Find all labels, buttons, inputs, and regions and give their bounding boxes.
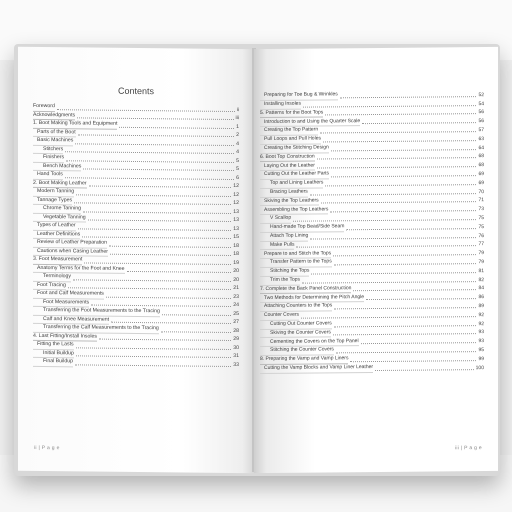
toc-entry-page: iii (235, 115, 239, 122)
toc-entry-title: Bracing Leathers (260, 189, 308, 198)
toc-entry-page: 84 (478, 285, 484, 292)
toc-entry-title: Finishers (33, 154, 64, 163)
toc-entry-title: Review of Leather Preparation (33, 239, 107, 248)
toc-entry-page: 81 (478, 267, 484, 274)
toc-entry-page: 12 (233, 200, 239, 207)
toc-leader-dots (78, 134, 234, 137)
toc-entry-title: Attaching Counters to the Tops (260, 303, 332, 312)
toc-entry-page: 12 (233, 183, 239, 190)
toc-entry-page: 23 (233, 293, 239, 300)
toc-entry-page: 12 (233, 191, 239, 198)
toc-entry-page: 21 (233, 285, 239, 292)
toc-entry-title: Transferring the Calf Measurements to the Tracing (33, 324, 159, 334)
toc-entry-title: Skiving the Counter Covers (260, 329, 331, 338)
toc-entry-page: 76 (478, 232, 484, 239)
toc-entry-page: ii (236, 106, 239, 113)
toc-leader-dots (317, 166, 477, 168)
toc-leader-dots (83, 168, 234, 171)
toc-entry-title: Pull Loops and Pull Holes (260, 136, 321, 145)
left-page (18, 47, 254, 473)
toc-entry-title: Creating the Top Pattern (260, 127, 318, 136)
toc-entry-page: 13 (233, 217, 239, 224)
toc-entry-page: 19 (233, 259, 239, 266)
toc-entry-page: 68 (478, 153, 484, 160)
toc-leader-dots (310, 237, 476, 239)
toc-entry-page: 79 (478, 258, 484, 266)
toc-leader-dots (88, 219, 232, 222)
toc-entry-page: 4 (236, 149, 239, 156)
toc-leader-dots (83, 211, 231, 214)
toc-entry-title: Attach Top Lining (260, 233, 308, 242)
toc-entry-page: 56 (478, 109, 484, 116)
toc-entry-title: Top and Lining Leathers (260, 180, 323, 189)
toc-entry-title: Modern Tanning (33, 188, 74, 197)
toc-entry-title: Two Methods for Determining the Pitch Angle (260, 294, 364, 303)
toc-entry-title: Skiving the Top Leathers (260, 197, 319, 206)
toc-entry-page: 31 (233, 353, 239, 360)
toc-leader-dots (334, 325, 477, 327)
toc-leader-dots (301, 316, 476, 319)
toc-leader-dots (317, 157, 477, 159)
toc-leader-dots (110, 254, 231, 256)
toc-entry-title: Hand Tools (33, 171, 63, 180)
toc-entry-page: 68 (478, 162, 484, 169)
toc-entry-title: Creating the Stitching Design (260, 144, 329, 153)
toc-entry-page: 20 (233, 268, 239, 275)
toc-entry-page: 93 (478, 338, 484, 345)
toc-entry-page: 93 (478, 329, 484, 336)
toc-entry-title: Transferring the Foot Measurements to the Tracing (33, 307, 160, 317)
toc-entry-page: 75 (478, 215, 484, 222)
toc-entry-page: 5 (236, 157, 239, 164)
toc-entry-title: Foot Measurements (33, 298, 89, 307)
toc-leader-dots (99, 339, 231, 341)
toc-leader-dots (76, 347, 232, 350)
toc-entry-title: Trim the Tops (260, 277, 300, 286)
toc-entry-title: Make Pulls (260, 242, 294, 251)
toc-leader-dots (321, 201, 477, 203)
toc-entry-title: Anatomy Terms for the Foot and Knee (33, 264, 125, 273)
toc-entry-title: Cautions when Casing Leather (33, 247, 108, 256)
toc-entry (260, 363, 484, 374)
toc-leader-dots (350, 360, 476, 362)
toc-entry-page: 13 (233, 225, 239, 232)
toc-entry-page: 20 (233, 276, 239, 283)
toc-leader-dots (320, 131, 476, 133)
toc-leader-dots (77, 117, 233, 120)
toc-entry-page: 27 (233, 319, 239, 326)
toc-leader-dots (74, 202, 231, 205)
toc-entry-title: Chrome Tanning (33, 205, 81, 214)
toc-entry-title: Fitting the Lasts (33, 341, 74, 350)
toc-leader-dots (302, 281, 476, 284)
toc-list-right (260, 90, 484, 373)
toc-entry-page: 70 (478, 188, 484, 195)
toc-entry-page: 18 (233, 251, 239, 258)
toc-entry-page: 33 (233, 361, 239, 368)
toc-entry-page: 57 (478, 127, 484, 134)
toc-entry-page: 15 (233, 234, 239, 241)
toc-leader-dots (76, 355, 231, 358)
toc-entry-title: Stitching the Tops (260, 268, 309, 277)
toc-leader-dots (106, 296, 231, 298)
toc-entry-page: 86 (478, 294, 484, 301)
toc-entry-title: Leather Definitions (33, 230, 80, 239)
toc-entry-title: Prepare to and Stitch the Tops (260, 250, 331, 259)
toc-entry-title: Foreword (33, 103, 55, 112)
toc-entry-page: 5 (236, 166, 239, 173)
toc-entry-page: 24 (233, 302, 239, 309)
toc-entry-title: Installing Insoles (260, 101, 301, 110)
toc-entry-title: 2. Boot Making Leather (33, 179, 87, 188)
right-page (254, 47, 498, 473)
toc-entry-page: 100 (475, 364, 484, 371)
toc-entry-title: 3. Foot Measurement (33, 256, 82, 265)
toc-entry-title: 1. Boot Making Tools and Equipment (33, 120, 117, 129)
toc-entry-title: Terminology (33, 273, 71, 282)
toc-leader-dots (333, 254, 476, 256)
toc-entry-title: Bench Machines (33, 162, 81, 171)
toc-entry-page: 64 (478, 144, 484, 151)
toc-leader-dots (323, 140, 476, 142)
toc-entry-page: 99 (478, 355, 484, 362)
toc-entry-page: 1 (236, 123, 239, 130)
toc-entry (33, 358, 239, 369)
toc-entry-title: 4. Last Fitting/Install Insoles (33, 332, 97, 341)
toc-leader-dots (127, 271, 232, 273)
toc-entry-page: 89 (478, 302, 484, 310)
toc-leader-dots (75, 364, 231, 367)
toc-leader-dots (336, 351, 477, 353)
toc-entry-title: 7. Complete the Back Panel Construction (260, 285, 351, 294)
toc-entry-page: 56 (478, 118, 484, 125)
toc-leader-dots (353, 289, 476, 291)
toc-entry-title: Cutting Out Counter Covers (260, 320, 332, 329)
toc-entry-page: 28 (233, 327, 239, 334)
toc-leader-dots (76, 194, 231, 197)
toc-entry-title: Basic Machines (33, 137, 73, 146)
toc-leader-dots (340, 96, 477, 98)
toc-entry-page: 25 (233, 310, 239, 317)
toc-entry-page: 92 (478, 320, 484, 327)
toc-leader-dots (78, 228, 232, 231)
toc-leader-dots (84, 262, 231, 265)
toc-leader-dots (89, 186, 232, 188)
toc-leader-dots (325, 184, 476, 186)
toc-entry-title: 5. Patterns for the Boot Tops (260, 109, 323, 118)
toc-entry-title: Introduction to and Using the Quarter Scale (260, 118, 360, 127)
toc-leader-dots (310, 193, 477, 195)
toc-entry-title: Tannage Types (33, 196, 72, 205)
toc-entry-page: 77 (478, 241, 484, 248)
toc-entry-title: V Scallop (260, 215, 291, 224)
toc-entry-page: 29 (233, 336, 239, 343)
toc-leader-dots (361, 342, 477, 344)
toc-entry-page: 6 (236, 174, 239, 181)
toc-entry-title: Foot Tracing (33, 281, 66, 290)
toc-entry-page: 92 (478, 311, 484, 318)
toc-leader-dots (111, 322, 231, 324)
toc-entry-title: Types of Leather (33, 222, 76, 231)
toc-entry-title: Counter Covers (260, 312, 299, 321)
toc-entry-page: 54 (478, 100, 484, 107)
toc-entry-title: Cementing the Covers on the Top Panel (260, 338, 359, 347)
toc-leader-dots (161, 331, 232, 333)
toc-entry-title: Final Buildup (33, 358, 73, 367)
toc-entry-title: Initial Buildup (33, 349, 74, 358)
toc-entry-title: Cutting Out the Leather Parts (260, 171, 329, 180)
contents-title: Contents (117, 85, 155, 97)
toc-leader-dots (366, 298, 476, 300)
toc-leader-dots (325, 114, 476, 116)
toc-entry-page: 95 (478, 346, 484, 354)
page-footer-right: iii | P a g e (454, 445, 482, 452)
toc-entry-title: 6. Boot Top Construction (260, 153, 315, 162)
toc-leader-dots (333, 333, 477, 335)
toc-entry-page: 71 (478, 197, 484, 204)
toc-leader-dots (296, 245, 476, 248)
toc-entry-title: Stitchers (33, 145, 63, 154)
toc-entry-title: Stitching the Counter Covers (260, 347, 334, 356)
toc-entry-title: Calf and Knee Measurement (33, 315, 109, 324)
toc-leader-dots (334, 307, 476, 309)
toc-leader-dots (162, 314, 231, 316)
toc-leader-dots (331, 149, 477, 151)
toc-entry-page: 82 (478, 276, 484, 283)
toc-leader-dots (119, 126, 234, 128)
toc-entry-title: Acknowledgments (33, 111, 75, 120)
toc-entry-title: Cutting the Vamp Blocks and Vamp Liner Leather (260, 364, 373, 373)
toc-leader-dots (346, 228, 476, 230)
toc-entry-page: 75 (478, 223, 484, 230)
toc-entry-page: 79 (478, 250, 484, 257)
toc-entry-page: 30 (233, 344, 239, 351)
toc-entry-title: Laying Out the Leather (260, 162, 315, 171)
toc-leader-dots (91, 305, 231, 307)
toc-leader-dots (311, 272, 476, 274)
toc-entry-page: 13 (233, 208, 239, 215)
toc-entry-title: Vegetable Tanning (33, 213, 86, 222)
toc-leader-dots (375, 369, 474, 371)
toc-leader-dots (331, 175, 476, 177)
toc-entry-page: 69 (478, 179, 484, 186)
toc-entry-page: 73 (478, 206, 484, 213)
toc-entry-title: Preparing for Toe Bug & Wrinkles (260, 92, 338, 101)
toc-leader-dots (330, 210, 476, 212)
toc-entry-page: 18 (233, 242, 239, 249)
toc-leader-dots (362, 122, 476, 124)
toc-entry-title: Transfer Pattern to the Tops (260, 259, 332, 268)
toc-leader-dots (293, 219, 476, 222)
toc-entry-page: 2 (236, 132, 239, 139)
toc-list-left (33, 103, 239, 369)
toc-leader-dots (109, 245, 231, 247)
toc-entry-page: 69 (478, 171, 484, 178)
toc-entry-page: 4 (236, 140, 239, 147)
toc-entry-title: Hand-made Top Bead/Side Seam (260, 224, 344, 233)
toc-entry-title: Foot and Calf Measurements (33, 290, 104, 299)
toc-entry-title: Assembling the Top Leathers (260, 206, 328, 215)
toc-leader-dots (82, 236, 231, 239)
toc-entry-title: 8. Preparing the Vamp and Vamp Liners (260, 355, 348, 364)
page-footer-left: ii | P a g e (34, 444, 60, 452)
toc-leader-dots (303, 105, 476, 108)
toc-entry-title: Parts of the Boot (33, 128, 76, 137)
toc-entry-page: 52 (478, 91, 484, 98)
toc-leader-dots (334, 263, 477, 265)
toc-entry-page: 63 (478, 135, 484, 142)
